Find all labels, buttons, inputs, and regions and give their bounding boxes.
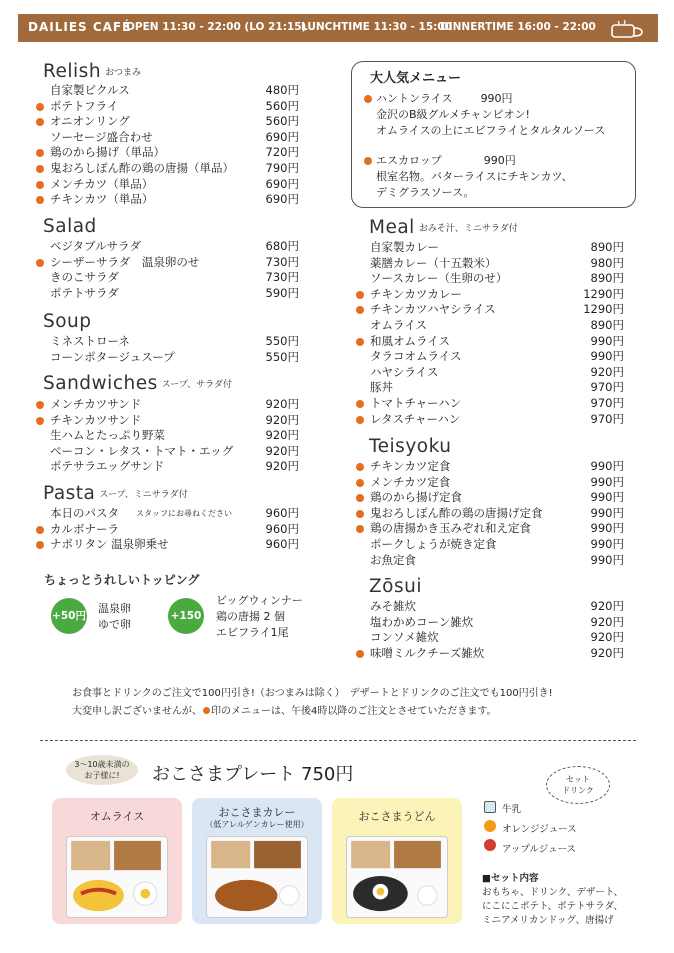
set-contents-title: ■セット内容 [482, 873, 539, 884]
card-sublabel: （低アレルゲンカレー使用） [205, 820, 309, 829]
popular-item-1-desc: 金沢のB級グルメチャンピオン! [376, 108, 530, 121]
menu-item-name: メンチカツ（単品） [50, 176, 154, 191]
menu-item-name: コンソメ雑炊 [370, 630, 439, 645]
menu-item [370, 271, 624, 287]
menu-item-name: タラコオムライス [370, 349, 462, 364]
menu-item [50, 397, 299, 413]
menu-item-name: メンチカツ定食 [370, 474, 451, 489]
menu-item-name: 豚丼 [370, 380, 393, 395]
set-contents-desc: おもちゃ、ドリンク、デザート、 [482, 887, 624, 898]
teisyoku-title: Teisyoku [369, 436, 452, 457]
menu-item-name: ハヤシライス [370, 364, 439, 379]
menu-item-name: トマトチャーハン [370, 395, 462, 410]
menu-item-price: 920円 [265, 459, 299, 474]
menu-item [50, 350, 299, 366]
after-4pm-dot [36, 196, 44, 204]
menu-item-price: 690円 [265, 129, 299, 144]
menu-item-price: 690円 [265, 192, 299, 207]
menu-item-name: 味噌ミルクチーズ雑炊 [370, 645, 485, 660]
pasta-list [50, 506, 299, 553]
menu-item-price: 990円 [590, 474, 624, 489]
card-label: オムライス [89, 810, 145, 823]
dinner-hours: DINNERTIME 16:00 - 22:00 [440, 21, 596, 33]
meal-list [370, 240, 624, 427]
discount-note: お食事とドリンクのご注文で100円引き!（おつまみは除く） デザートとドリンクのご注文でも100円引き! [72, 688, 553, 699]
after-4pm-dot [36, 401, 44, 409]
menu-item [370, 380, 624, 396]
after-4pm-dot [36, 103, 44, 111]
header-bar [18, 14, 658, 42]
menu-item-name: ベーコン・レタス・トマト・エッグ [50, 443, 234, 458]
kids-card-udon [332, 798, 462, 924]
menu-item-price: 920円 [265, 443, 299, 458]
set-contents-desc: にこにこポテト、ポテトサラダ、 [482, 901, 623, 912]
menu-item [370, 287, 624, 303]
soup-list [50, 334, 299, 365]
divider [40, 740, 636, 741]
menu-item-price: 730円 [265, 270, 299, 285]
menu-item [370, 396, 624, 412]
popular-item-2: エスカロップ 990円 [376, 154, 516, 167]
menu-item [370, 506, 624, 522]
zosui-list [370, 599, 624, 661]
popular-item-2-desc: デミグラスソース。 [376, 186, 475, 199]
menu-item-price: 920円 [590, 614, 624, 629]
topping-badge-50: +50円 [51, 598, 87, 634]
menu-item-name: オムライス [370, 317, 428, 332]
after-4pm-dot [356, 525, 364, 533]
menu-item [50, 459, 299, 475]
menu-item [50, 239, 299, 255]
menu-item-name: 自家製ピクルス [50, 83, 130, 97]
drink-option: オレンジジュース [502, 824, 577, 835]
popular-item-1: ハントンライス 990円 [376, 92, 513, 105]
menu-item-price: 920円 [265, 428, 299, 443]
plate-photo-omurice [66, 836, 168, 918]
popular-title: 大人気メニュー [370, 71, 462, 86]
menu-item-price: 990円 [590, 333, 624, 348]
menu-item-price: 990円 [590, 459, 624, 473]
topping-item: ビッグウィンナー [216, 594, 303, 607]
pasta-title: Pasta スープ、ミニサラダ付 [43, 483, 188, 504]
menu-item [370, 475, 624, 491]
menu-item-price: 890円 [590, 240, 624, 254]
menu-item [370, 599, 624, 615]
menu-item-price: 990円 [590, 536, 624, 551]
topping-title: ちょっとうれしいトッピング [44, 573, 200, 587]
kids-age-tag: 3～10歳未満の お子様に! [66, 755, 138, 785]
menu-item [50, 522, 299, 538]
milk-icon [484, 801, 496, 813]
menu-item-price: 550円 [265, 334, 299, 348]
after-4pm-dot [356, 510, 364, 518]
after-4pm-dot [203, 707, 210, 714]
menu-item-price: 550円 [265, 349, 299, 364]
menu-item-price: 1290円 [583, 286, 624, 301]
menu-item-name: 本日のパスタ [50, 506, 119, 520]
menu-item-price: 990円 [590, 521, 624, 536]
drink-option: アップルジュース [502, 844, 577, 855]
menu-item-name: 鬼おろしぽん酢の鶏の唐揚げ定食 [370, 505, 543, 520]
menu-item-price: 890円 [590, 317, 624, 332]
menu-item [50, 83, 299, 99]
plate-photo-udon [346, 836, 448, 918]
after-4pm-dot [36, 181, 44, 189]
menu-item [370, 521, 624, 537]
menu-item-name: ポテトサラダ [50, 285, 119, 300]
menu-item-name: レタスチャーハン [370, 411, 461, 426]
menu-item [370, 553, 624, 569]
menu-item [50, 114, 299, 130]
menu-item-price: 560円 [265, 98, 299, 113]
kids-card-omurice [52, 798, 182, 924]
coffee-cup-icon [610, 19, 646, 39]
after-4pm-dot [356, 494, 364, 502]
menu-item [50, 145, 299, 161]
menu-item-price: 960円 [265, 506, 299, 520]
after-4pm-dot [364, 95, 372, 103]
topping-item: ゆで卵 [98, 618, 131, 631]
menu-item [370, 365, 624, 381]
menu-item-price: 920円 [590, 599, 624, 613]
menu-item-name: ナポリタン 温泉卵乗せ [50, 537, 169, 552]
after-4pm-dot [36, 541, 44, 549]
after-4pm-dot [364, 157, 372, 165]
menu-item-price: 920円 [590, 645, 624, 660]
menu-item-name: 鶏のから揚げ（単品） [50, 145, 165, 160]
menu-item [50, 537, 299, 553]
menu-item [50, 413, 299, 429]
apple-icon [484, 839, 496, 851]
menu-item-name: 薬膳カレー（十五穀米） [370, 255, 497, 270]
menu-item-price: 590円 [265, 285, 299, 300]
relish-list [50, 83, 299, 208]
menu-item [370, 302, 624, 318]
menu-item [370, 646, 624, 662]
menu-item-price: 970円 [590, 395, 624, 410]
menu-item-price: 970円 [590, 411, 624, 426]
menu-item [50, 286, 299, 302]
salad-list [50, 239, 299, 301]
menu-item-name: ベジタブルサラダ [50, 239, 141, 253]
menu-item-name: メンチカツサンド [50, 397, 142, 411]
menu-item-price: 480円 [265, 83, 299, 97]
after-4pm-dot [36, 259, 44, 267]
open-hours: OPEN 11:30 - 22:00 (LO 21:15) [126, 21, 307, 33]
menu-item-name: チキンカツ定食 [370, 459, 451, 473]
menu-item [50, 130, 299, 146]
menu-item-name: 鶏の唐揚かき玉みぞれ和え定食 [370, 521, 531, 536]
menu-item-name: チキンカツサンド [50, 412, 142, 427]
menu-item-name: ソーセージ盛合わせ [50, 129, 153, 144]
menu-item [50, 428, 299, 444]
after-4pm-dot [36, 165, 44, 173]
menu-item [370, 630, 624, 646]
after-4pm-dot [356, 291, 364, 299]
menu-item-name: 塩わかめコーン雑炊 [370, 614, 474, 629]
plate-photo-curry [206, 836, 308, 918]
card-label: おこさまカレー [218, 806, 296, 819]
menu-item [370, 615, 624, 631]
menu-item [370, 459, 624, 475]
after-4pm-dot [356, 479, 364, 487]
menu-item-price: 990円 [590, 349, 624, 364]
after-4pm-dot [356, 400, 364, 408]
menu-item-name: みそ雑炊 [370, 599, 416, 613]
topping-badge-150: +150円 [168, 598, 204, 634]
menu-item-name: コーンポタージュスープ [50, 349, 175, 364]
kids-card-curry [192, 798, 322, 924]
menu-item-price: 690円 [265, 176, 299, 191]
menu-item-price: 920円 [265, 397, 299, 411]
menu-item-price: 990円 [590, 505, 624, 520]
topping-item: 鶏の唐揚 2 個 [216, 610, 285, 623]
teisyoku-list [370, 459, 624, 568]
menu-item-name: きのこサラダ [50, 270, 119, 285]
menu-item-name: ポークしょうが焼き定食 [370, 536, 497, 551]
popular-item-1-desc: オムライスの上にエビフライとタルタルソース [376, 124, 606, 137]
zosui-title: Zōsui [369, 576, 422, 597]
set-contents-desc: ミニアメリカンドッグ、唐揚げ [482, 915, 614, 926]
menu-item-price: 730円 [265, 254, 299, 269]
menu-item-price: 1290円 [583, 302, 624, 317]
after-4pm-dot [36, 417, 44, 425]
after-4pm-dot [356, 416, 364, 424]
topping-item: 温泉卵 [98, 602, 131, 615]
popular-item-2-desc: 根室名物。バターライスにチキンカツ、 [376, 170, 573, 183]
menu-item-price: 720円 [265, 145, 299, 160]
menu-item-name: チキンカツ（単品） [50, 192, 154, 207]
sandwiches-title: Sandwiches スープ、サラダ付 [43, 373, 233, 394]
menu-item [370, 318, 624, 334]
menu-item-name: カルボナーラ [50, 521, 119, 536]
card-label: おこさまうどん [358, 810, 436, 823]
menu-item-price: 920円 [590, 630, 624, 645]
menu-item-price: 990円 [590, 490, 624, 505]
menu-item-price: 960円 [265, 537, 299, 552]
menu-item-price: 680円 [265, 239, 299, 253]
menu-item-name: チキンカツハヤシライス [370, 302, 496, 317]
menu-item [50, 99, 299, 115]
after-4pm-dot [356, 463, 364, 471]
menu-item-name: ミネストローネ [50, 334, 130, 348]
menu-item [50, 255, 299, 271]
after-4pm-dot [356, 306, 364, 314]
after-4pm-dot [36, 118, 44, 126]
lunch-hours: LUNCHTIME 11:30 - 15:00 [301, 21, 452, 33]
menu-item-price: 970円 [590, 380, 624, 395]
menu-item-name: オニオンリング [50, 114, 130, 129]
menu-item-price: 960円 [265, 521, 299, 536]
after-4pm-note: 大変申し訳ございませんが、 印のメニューは、午後4時以降のご注文とさせていただきます。 [72, 706, 497, 717]
menu-item-price: 980円 [590, 255, 624, 270]
menu-item-name: ポテトフライ [50, 98, 119, 113]
menu-item [50, 192, 299, 208]
drink-option: 牛乳 [502, 804, 522, 815]
menu-item-name: 和風オムライス [370, 333, 451, 348]
cafe-brand: DAILIES CAFÉ [28, 20, 132, 34]
menu-item [50, 506, 299, 522]
menu-item-name: お魚定食 [370, 552, 416, 567]
menu-item-price: 990円 [590, 552, 624, 567]
menu-item [370, 490, 624, 506]
kids-plate-title: おこさまプレート 750円 [152, 764, 354, 785]
topping-item: エビフライ1尾 [216, 626, 289, 639]
menu-item-name: 生ハムとたっぷり野菜 [50, 428, 165, 443]
popular-menu-box [351, 61, 636, 208]
menu-item [370, 349, 624, 365]
after-4pm-dot [36, 526, 44, 534]
set-drink-bubble: セット ドリンク [546, 766, 610, 804]
menu-item-price: 790円 [265, 160, 299, 175]
menu-item [50, 334, 299, 350]
menu-item-name: ポテサラエッグサンド [50, 459, 165, 474]
menu-item [50, 444, 299, 460]
after-4pm-dot [356, 338, 364, 346]
menu-item-name: シーザーサラダ 温泉卵のせ [50, 254, 200, 269]
menu-item-name: 自家製カレー [370, 240, 439, 254]
menu-item [50, 161, 299, 177]
menu-item-price: 920円 [265, 412, 299, 427]
salad-title: Salad [43, 216, 97, 237]
menu-item-price: 560円 [265, 114, 299, 129]
menu-item [50, 177, 299, 193]
menu-item [370, 412, 624, 428]
after-4pm-dot [356, 650, 364, 658]
meal-title: Meal おみそ汁、ミニサラダ付 [369, 217, 518, 238]
menu-item [370, 334, 624, 350]
menu-item-note: スタッフにお尋ねください [136, 509, 232, 518]
menu-item [370, 240, 624, 256]
menu-item-price: 890円 [590, 271, 624, 286]
menu-item-name: チキンカツカレー [370, 286, 462, 301]
menu-item-price: 920円 [590, 364, 624, 379]
after-4pm-dot [36, 149, 44, 157]
menu-item [370, 256, 624, 272]
sandwiches-list [50, 397, 299, 475]
orange-icon [484, 820, 496, 832]
relish-title: Relish おつまみ [43, 61, 141, 82]
soup-title: Soup [43, 311, 92, 332]
menu-item-name: ソースカレー（生卵のせ） [370, 271, 508, 286]
menu-item-name: 鬼おろしぽん酢の鶏の唐揚（単品） [50, 160, 234, 175]
menu-item [50, 270, 299, 286]
menu-item [370, 537, 624, 553]
menu-item-name: 鶏のから揚げ定食 [370, 490, 462, 505]
